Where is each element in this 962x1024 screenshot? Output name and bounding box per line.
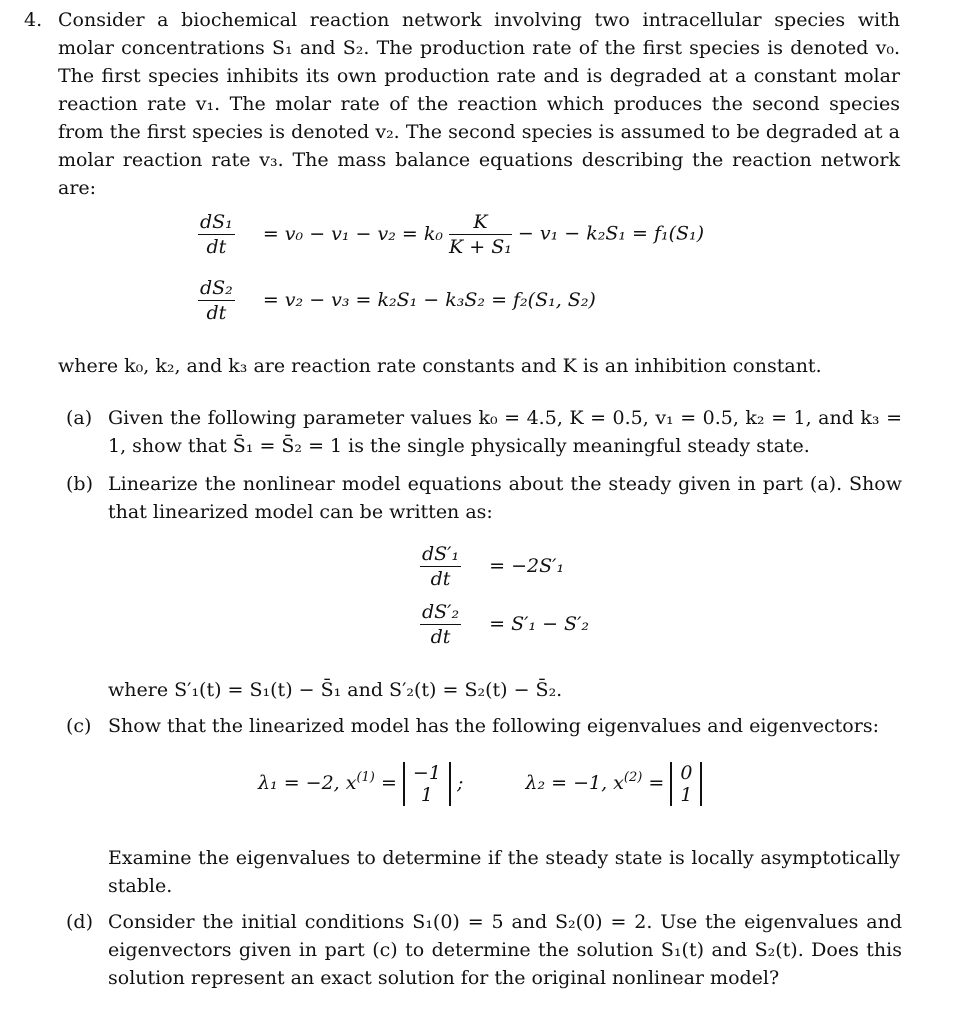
mass-balance-eq-1 [198, 210, 704, 259]
part-b-label: (b) [66, 473, 93, 495]
question-intro: Consider a biochemical reaction network involving two intracellular species with molar concentrations S₁ and S₂. The production rate of the first species is denoted v₀. The first species inhibits its own production rate and is degraded at a constant molar reaction rate v₁. The molar rate of the reaction which produces the second species from the first species is denoted v₂. The second species is assumed to be degraded at a molar reaction rate v₃. The mass balance equations describing the reaction network are: [58, 9, 900, 199]
part-a-label: (a) [66, 407, 93, 429]
eq1-rhs-b: − v₁ − k₂S₁ = f₁(S₁) [517, 222, 705, 245]
linearized-eq-2: $\frac{\text{dS′₂}}{dt}$ = S′₁ − S′₂ [422, 601, 590, 648]
part-c-examine: Examine the eigenvalues to determine if the steady state is locally asymptotically stable. [108, 847, 900, 897]
eigen-row: λ₁ = −2, $x^{(1)}$ = −1 1 ; λ₂ = −1, $x^{(2)}$ = 0 1 [258, 762, 702, 806]
eig1-lhs: λ₁ = −2, x [258, 772, 357, 794]
eq1-lhs: $\frac{\text{dS₁}}{dt}$ [200, 211, 233, 258]
part-c-text: Show that the linearized model has the following eigenvalues and eigenvectors: [108, 715, 879, 737]
part-d-label: (d) [66, 911, 93, 933]
part-c [66, 712, 902, 740]
part-d-block [66, 908, 902, 1002]
eigenvector-1: −1 1 [403, 762, 451, 806]
part-c-block [66, 712, 902, 750]
question-number: 4. [24, 9, 43, 31]
part-b-text: Linearize the nonlinear model equations about the steady given in part (a). Show that linearized model can be written as: [108, 473, 902, 523]
part-c-label: (c) [66, 715, 92, 737]
part-b [66, 470, 902, 526]
eig2-lhs: λ₂ = −1, x [525, 772, 624, 794]
part-d [66, 908, 902, 992]
eq2-rhs: = v₂ − v₃ = k₂S₁ − k₃S₂ = f₂(S₁, S₂) [262, 288, 596, 311]
eq1-fraction: $\frac{K}{\text{K + S₁}}$ [449, 211, 512, 258]
parts-list [66, 404, 902, 536]
linearized-eq-1: $\frac{\text{dS′₁}}{dt}$ = −2S′₁ [422, 543, 565, 590]
eigenvector-2: 0 1 [670, 762, 702, 806]
mass-balance-eq-2 [198, 276, 596, 325]
where-constants: where k₀, k₂, and k₃ are reaction rate constants and K is an inhibition constant. [58, 355, 822, 377]
eq1-rhs-a: = v₀ − v₁ − v₂ = k₀ [262, 222, 443, 245]
part-d-text: Consider the initial conditions S₁(0) = 5 and S₂(0) = 2. Use the eigenvalues and eigenvectors given in part (c) to determine the solution S₁(t) and S₂(t). Does this solution represent an exact solution for the original nonlinear model? [108, 911, 902, 989]
eq2-lhs: $\frac{\text{dS₂}}{dt}$ [200, 277, 233, 324]
part-a-text: Given the following parameter values k₀ = 4.5, K = 0.5, v₁ = 0.5, k₂ = 1, and k₃ = 1, show that S̄₁ = S̄₂ = 1 is the single physically meaningful steady state. [108, 407, 902, 457]
part-b-where: where S′₁(t) = S₁(t) − S̄₁ and S′₂(t) = S₂(t) − S̄₂. [108, 679, 563, 701]
part-a [66, 404, 902, 460]
